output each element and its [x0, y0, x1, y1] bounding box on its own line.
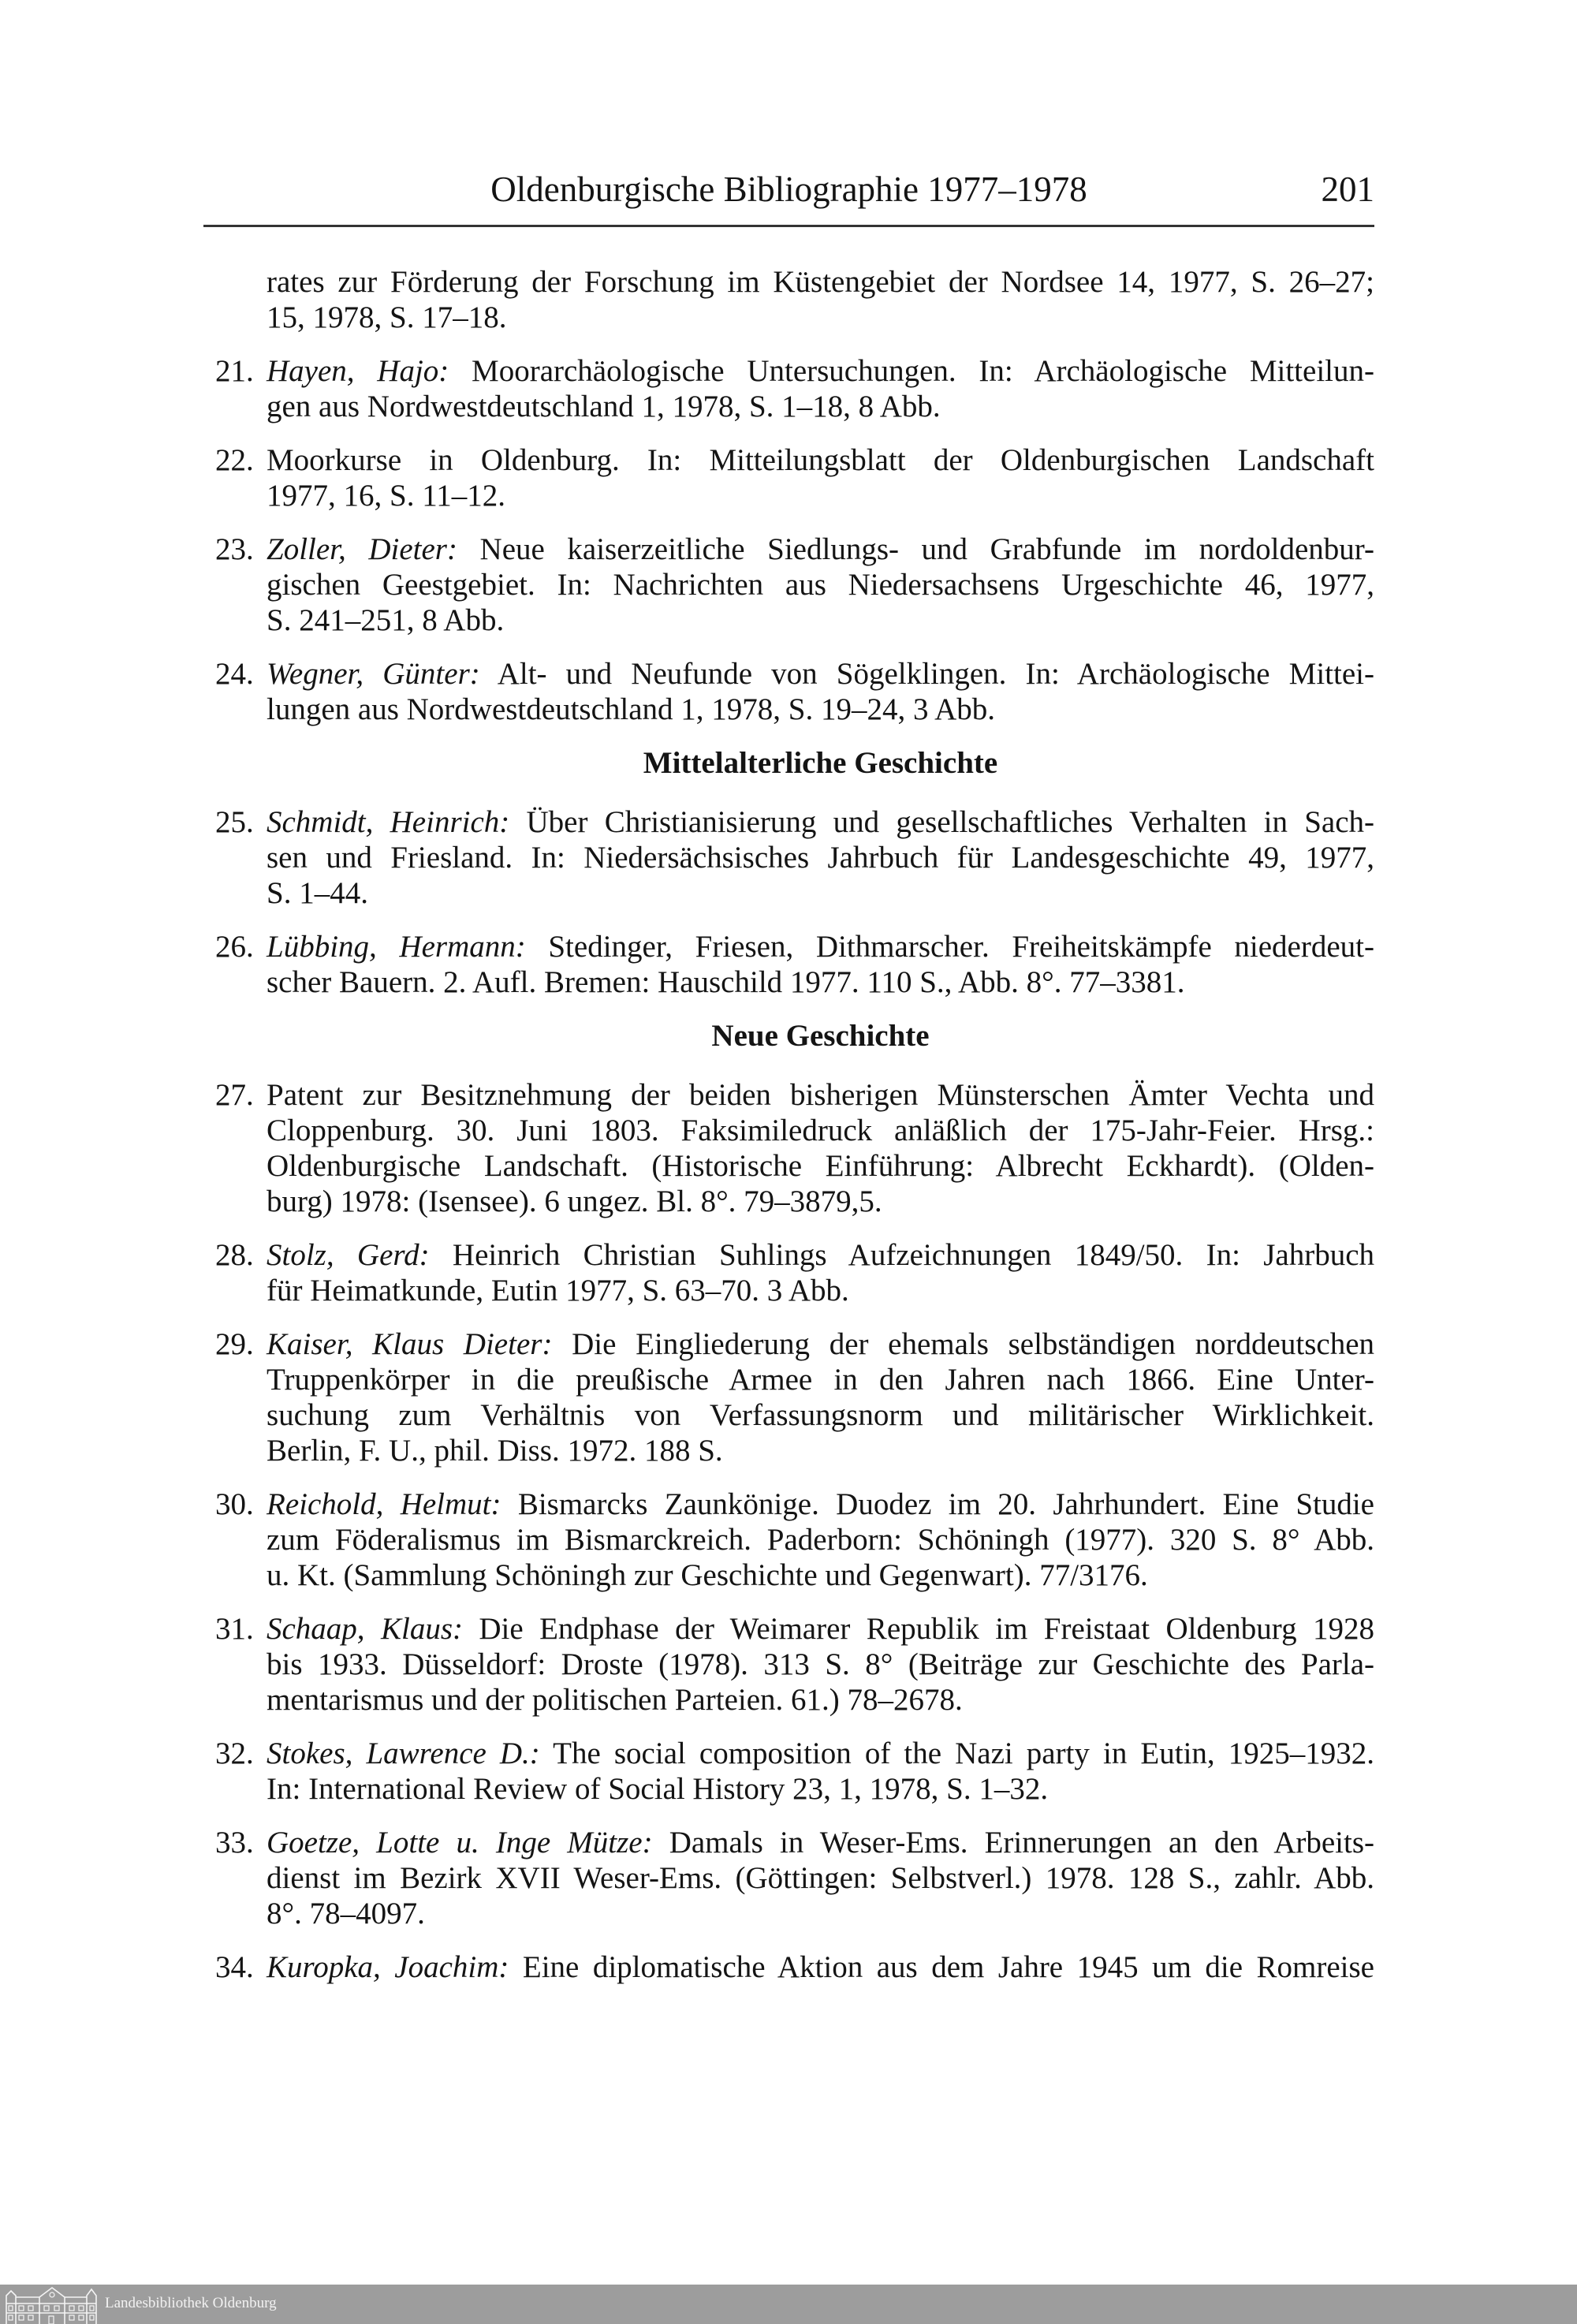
entry-text: The social composition of the Nazi party in Eutin, 1925–1932. [539, 1736, 1374, 1770]
entry-number: 21. [215, 354, 254, 388]
entry-line-text [267, 1326, 1374, 1362]
entry-text: rates zur Förderung der Forschung im Küstengebiet der Nordsee 14, 1977, S. 26–27; [267, 265, 1374, 299]
entry-line-text [267, 567, 1374, 602]
entry-text: Moorkurse in Oldenburg. In: Mitteilungsblatt der Oldenburgischen Landschaft [267, 443, 1374, 477]
page-number: 201 [1321, 170, 1374, 209]
entry-line-text [267, 1148, 1374, 1184]
entry-number: 30. [215, 1487, 254, 1521]
bibliography-entry [215, 1736, 1374, 1807]
entry-number: 29. [215, 1327, 254, 1361]
entry-text: Neue kaiserzeitliche Siedlungs- und Grabfunde im nordoldenbur- [457, 532, 1374, 566]
entry-line-text [267, 442, 1374, 478]
entry-text: Patent zur Besitznehmung der beiden bisherigen Münsterschen Ämter Vechta und [267, 1078, 1374, 1112]
entry-line-text [267, 840, 1374, 875]
entry-line [267, 1682, 1374, 1718]
entry-line [267, 389, 1374, 424]
entry-text: gen aus Nordwestdeutschland 1, 1978, S. 1–18, 8 Abb. [267, 390, 941, 423]
entry-line [267, 1184, 1374, 1219]
entry-number: 34. [215, 1950, 254, 1984]
bibliography-entry [215, 264, 1374, 335]
entry-line-text [267, 804, 1374, 840]
entry-line [267, 875, 1374, 911]
entry-text: zum Föderalismus im Bismarckreich. Paderborn: Schöningh (1977). 320 S. 8° Abb. [267, 1523, 1374, 1557]
entry-line-text [267, 1237, 1374, 1273]
entry-line-text [267, 1682, 963, 1718]
entry-line [267, 1433, 1374, 1468]
entry-text: Heinrich Christian Suhlings Aufzeichnungen 1849/50. In: Jahrbuch [429, 1238, 1374, 1272]
bibliography-entry [215, 1825, 1374, 1931]
entry-line [267, 1736, 1374, 1771]
entry-number: 28. [215, 1238, 254, 1272]
entry-line-text [267, 929, 1374, 964]
entry-line-text [267, 1487, 1374, 1522]
entry-line [267, 300, 1374, 335]
entry-line-text [267, 389, 941, 424]
entry-text: lungen aus Nordwestdeutschland 1, 1978, S. 19–24, 3 Abb. [267, 692, 996, 726]
entry-text: Moorarchäologische Untersuchungen. In: Archäologische Mitteilun- [449, 354, 1374, 388]
entry-author: Hayen, Hajo: [267, 354, 449, 388]
entry-text: u. Kt. (Sammlung Schöningh zur Geschichte und Gegenwart). 77/3176. [267, 1558, 1148, 1592]
entry-line [267, 692, 1374, 727]
entry-line-text [267, 1522, 1374, 1557]
entry-line-text [267, 1184, 882, 1219]
entry-text: In: International Review of Social History 23, 1, 1978, S. 1–32. [267, 1772, 1049, 1806]
bibliography-entry [215, 804, 1374, 911]
entry-line-text [267, 1362, 1374, 1397]
entry-text: Stedinger, Friesen, Dithmarscher. Freiheitskämpfe niederdeut- [525, 930, 1374, 964]
library-name: Landesbibliothek Oldenburg [105, 2295, 277, 2311]
entry-text: für Heimatkunde, Eutin 1977, S. 63–70. 3 Abb. [267, 1274, 849, 1307]
entry-line-text [267, 1860, 1374, 1896]
entry-text: Berlin, F. U., phil. Diss. 1972. 188 S. [267, 1434, 723, 1468]
entry-number: 23. [215, 532, 254, 566]
entry-number: 25. [215, 805, 254, 839]
entry-line [267, 264, 1374, 300]
entry-line [267, 929, 1374, 964]
entry-author: Schaap, Klaus: [267, 1612, 463, 1646]
entry-line [267, 1557, 1374, 1593]
entry-line [267, 1825, 1374, 1860]
entry-author: Zoller, Dieter: [267, 532, 457, 566]
section-heading: Mittelalterliche Geschichte [643, 746, 998, 780]
entry-line [267, 1113, 1374, 1148]
entry-line [267, 602, 1374, 638]
entry-line-text [267, 264, 1374, 300]
entry-line [267, 1077, 1374, 1113]
entry-text: Eine diplomatische Aktion aus dem Jahre 1945 um die Romreise [509, 1950, 1374, 1984]
bibliography-entry [215, 442, 1374, 513]
entry-line [267, 1397, 1374, 1433]
entry-line [267, 1362, 1374, 1397]
entry-author: Stokes, Lawrence D.: [267, 1736, 540, 1770]
entry-text: Die Endphase der Weimarer Republik im Freistaat Oldenburg 1928 [462, 1612, 1374, 1646]
entry-text: 8°. 78–4097. [267, 1897, 425, 1930]
entry-line [267, 567, 1374, 602]
entry-author: Stolz, Gerd: [267, 1238, 430, 1272]
entry-line [267, 1860, 1374, 1896]
entry-text: Alt- und Neufunde von Sögelklingen. In: Archäologische Mittei- [479, 657, 1374, 691]
entry-line [267, 1611, 1374, 1647]
entry-line [267, 478, 1374, 513]
bibliography-entry [215, 1487, 1374, 1593]
entry-line-text [267, 1647, 1374, 1682]
entry-text: S. 241–251, 8 Abb. [267, 603, 505, 637]
entry-line-text [267, 1433, 723, 1468]
entry-line [267, 804, 1374, 840]
entry-line [267, 1326, 1374, 1362]
entry-line [267, 532, 1374, 567]
entry-line [267, 1949, 1374, 1985]
running-header [203, 167, 1374, 211]
bibliography-entry [215, 1611, 1374, 1718]
entry-line [267, 1487, 1374, 1522]
bibliography-body [215, 264, 1374, 2003]
entry-text: suchung zum Verhältnis von Verfassungsnorm und militärischer Wirklichkeit. [267, 1398, 1374, 1432]
entry-line-text [267, 1771, 1048, 1807]
entry-number: 31. [215, 1612, 254, 1646]
entry-line-text [267, 964, 1185, 1000]
entry-text: S. 1–44. [267, 876, 368, 910]
entry-number: 26. [215, 930, 254, 964]
entry-author: Reichold, Helmut: [267, 1487, 501, 1521]
header-rule [203, 225, 1374, 227]
bibliography-entry [215, 1949, 1374, 1985]
entry-number: 27. [215, 1078, 254, 1112]
entry-line-text [267, 1949, 1374, 1985]
entry-line [267, 353, 1374, 389]
entry-number: 22. [215, 443, 254, 477]
entry-line-text [267, 1825, 1374, 1860]
bibliography-entry [215, 1326, 1374, 1468]
entry-line-text [267, 1557, 1148, 1593]
entry-line [267, 1148, 1374, 1184]
library-building-logo-icon [5, 2286, 98, 2324]
entry-line-text [267, 656, 1374, 692]
entry-author: Lübbing, Hermann: [267, 930, 526, 964]
entry-text: 15, 1978, S. 17–18. [267, 300, 507, 334]
entry-line-text [267, 300, 506, 335]
entry-number: 33. [215, 1826, 254, 1860]
entry-line-text [267, 353, 1374, 389]
entry-author: Goetze, Lotte u. Inge Mütze: [267, 1826, 653, 1860]
entry-text: bis 1933. Düsseldorf: Droste (1978). 313 S. 8° (Beiträge zur Geschichte des Parla- [267, 1647, 1374, 1681]
bibliography-entry [215, 1237, 1374, 1308]
entry-line-text [267, 1896, 425, 1931]
bibliography-entry [215, 353, 1374, 424]
entry-author: Kuropka, Joachim: [267, 1950, 509, 1984]
entry-line-text [267, 1077, 1374, 1113]
entry-author: Schmidt, Heinrich: [267, 805, 510, 839]
bibliography-entry [215, 656, 1374, 727]
entry-text: Die Eingliederung der ehemals selbständigen norddeutschen [552, 1327, 1375, 1361]
entry-line-text [267, 1397, 1374, 1433]
entry-text: Truppenkörper in die preußische Armee in den Jahren nach 1866. Eine Unter- [267, 1363, 1374, 1397]
entry-author: Kaiser, Klaus Dieter: [267, 1327, 553, 1361]
entry-line-text [267, 1736, 1374, 1771]
entry-line [267, 1647, 1374, 1682]
bibliography-entry [215, 1077, 1374, 1219]
entry-number: 24. [215, 657, 254, 691]
entry-text: Damals in Weser-Ems. Erinnerungen an den Arbeits- [652, 1826, 1374, 1860]
entry-text: Bismarcks Zaunkönige. Duodez im 20. Jahrhundert. Eine Studie [501, 1487, 1374, 1521]
entry-line [267, 840, 1374, 875]
entry-line-text [267, 602, 504, 638]
section-heading: Neue Geschichte [711, 1019, 930, 1053]
entry-number: 32. [215, 1736, 254, 1770]
entry-text: 1977, 16, S. 11–12. [267, 479, 505, 513]
entry-line [267, 1237, 1374, 1273]
entry-line-text [267, 692, 995, 727]
entry-text: gischen Geestgebiet. In: Nachrichten aus Niedersachsens Urgeschichte 46, 1977, [267, 568, 1374, 602]
entry-line [267, 656, 1374, 692]
entry-text: mentarismus und der politischen Parteien. 61.) 78–2678. [267, 1683, 963, 1717]
entry-text: sen und Friesland. In: Niedersächsisches Jahrbuch für Landesgeschichte 49, 1977, [267, 841, 1374, 875]
entry-text: Oldenburgische Landschaft. (Historische Einführung: Albrecht Eckhardt). (Olden- [267, 1149, 1374, 1183]
entry-text: scher Bauern. 2. Aufl. Bremen: Hauschild 1977. 110 S., Abb. 8°. 77–3381. [267, 965, 1185, 999]
entry-text: Über Christianisierung und gesellschaftliches Verhalten in Sach- [509, 805, 1374, 839]
entry-line-text [267, 1113, 1374, 1148]
entry-line [267, 1896, 1374, 1931]
entry-line [267, 964, 1374, 1000]
entry-line-text [267, 478, 505, 513]
running-title: Oldenburgische Bibliographie 1977–1978 [490, 170, 1087, 209]
entry-text: dienst im Bezirk XVII Weser-Ems. (Göttingen: Selbstverl.) 1978. 128 S., zahlr. Abb. [267, 1861, 1374, 1895]
bibliography-entry [215, 929, 1374, 1000]
entry-line-text [267, 1611, 1374, 1647]
entry-line [267, 1273, 1374, 1308]
bibliography-entry [215, 532, 1374, 638]
entry-text: burg) 1978: (Isensee). 6 ungez. Bl. 8°. 79–3879,5. [267, 1184, 882, 1218]
entry-line [267, 442, 1374, 478]
entry-line [267, 1522, 1374, 1557]
entry-author: Wegner, Günter: [267, 657, 480, 691]
entry-line-text [267, 1273, 849, 1308]
entry-line-text [267, 532, 1374, 567]
library-footer-bar [0, 2285, 1577, 2324]
entry-line-text [267, 875, 368, 911]
entry-line [267, 1771, 1374, 1807]
entry-text: Cloppenburg. 30. Juni 1803. Faksimiledruck anläßlich der 175-Jahr-Feier. Hrsg.: [267, 1114, 1374, 1147]
